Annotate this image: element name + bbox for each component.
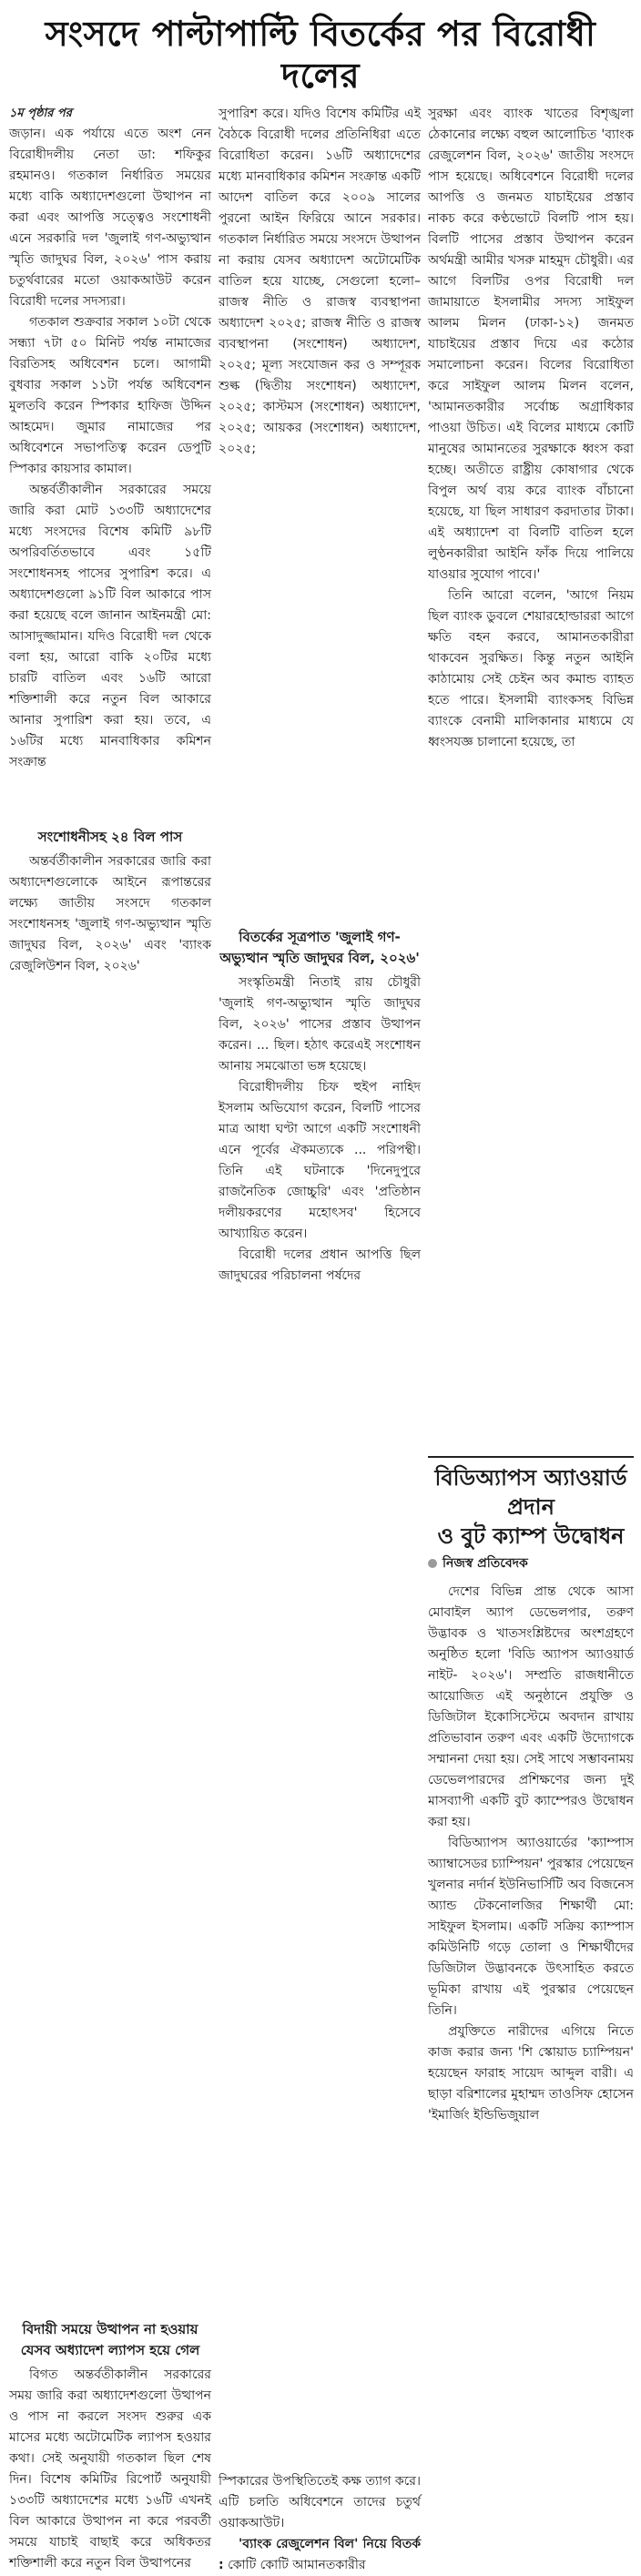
- paragraph: অন্তর্বর্তীকালীন সরকারের জারি করা অধ্যাদেশগুলোকে আইনে রূপান্তরের লক্ষ্যে জাতীয় সংসদে গতকাল সংশোধনসহ 'জুলাই গণ-অভ্যুত্থান স্মৃতি জাদুঘর বিল, ২০২৬' এবং 'ব্যাংক রেজুলিউশন বিল, ২০২৬': [9, 854, 211, 973]
- subheading: সংশোধনীসহ ২৪ বিল পাস: [37, 829, 183, 845]
- subheading: বিদায়ী সময়ে উত্থাপন না হওয়ায় যেসব অধ্যাদেশ ল্যাপস হয়ে গেল: [20, 2321, 200, 2358]
- column-2-section-2: [219, 927, 421, 2471]
- column-1-section-1: [9, 104, 211, 823]
- column-2-section-1: [219, 104, 421, 923]
- subheading: বিতর্কের সূত্রপাত 'জুলাই গণ-অভ্যুত্থান স্মৃতি জাদুঘর বিল, ২০২৬': [219, 929, 420, 966]
- paragraph: স্পিকারের উপস্থিতিতেই কক্ষ ত্যাগ করে। এটি চলতি অধিবেশনে তাদের চতুর্থ ওয়াকআউট।: [219, 2474, 421, 2530]
- column-2-section-3: [219, 2471, 421, 2576]
- column-3: [428, 104, 634, 2126]
- column-1-section-3: [9, 2319, 211, 2574]
- paragraph: সুপারিশ করে। যদিও বিশেষ কমিটির এই বৈঠকে বিরোধী দলের প্রতিনিধিরা এতে বিরোধিতা করেন। ১৬টি অধ্যাদেশের মধ্যে মানবাধিকার কমিশন সংক্রান্ত একটি আদেশ বাতিল করে ২০০৯ সালের পুরনো আইন ফিরিয়ে আনে সরকার। গতকাল নির্ধারিত সময়ে সংসদে উত্থাপন না করায় যেসব অধ্যাদেশ অটোমেটিক বাতিল হয়ে যাচ্ছে, সেগুলো হলো– রাজস্ব নীতি ও রাজস্ব ব্যবস্থাপনা অধ্যাদেশ ২০২৫; রাজস্ব নীতি ও রাজস্ব ব্যবস্থাপনা (সংশোধন) অধ্যাদেশ, ২০২৫; মূল্য সংযোজন কর ও সম্পূরক শুল্ক (দ্বিতীয় সংশোধন) অধ্যাদেশ, ২০২৫; কাস্টমস (সংশোধন) অধ্যাদেশ, ২০২৫; আয়কর (সংশোধন) অধ্যাদেশ, ২০২৫;: [219, 107, 421, 456]
- box-headline-line-1: বিডিঅ্যাপস অ্যাওয়ার্ড প্রদান: [434, 1465, 627, 1520]
- inline-subhead: 'ব্যাংক রেজুলেশন বিল' নিয়ে বিতর্ক :: [219, 2537, 421, 2572]
- paragraph: সুরক্ষা এবং ব্যাংক খাতের বিশৃঙ্খলা ঠেকানোর লক্ষ্যে বহুল আলোচিত 'ব্যাংক রেজুলেশন বিল, ২০২৬' জাতীয় সংসদে পাস হয়েছে। অধিবেশনে বিরোধী দলের আপত্তি ও জনমত যাচাইয়ের প্রস্তাব নাকচ করে কণ্ঠভোটে বিলটি পাস হয়। বিলটি পাসের প্রস্তাব উত্থাপন করেন অর্থমন্ত্রী আমীর খসরু মাহমুদ চৌধুরী। এর আগে বিলটির ওপর বিরোধী দল জামায়াতে ইসলামীর সদস্য সাইফুল আলম মিলন (ঢাকা-১২) জনমত যাচাইয়ের প্রস্তাব দিয়ে এর কঠোর সমালোচনা করেন। বিলের বিরোধিতা করে সাইফুল আলম মিলন বলেন, 'আমানতকারীর সর্বোচ্চ অগ্রাধিকার পাওয়া উচিত। এই বিলের মাধ্যমে কোটি মানুষের আমানতের সুরক্ষাকে ধ্বংস করা হচ্ছে। অতীতে রাষ্ট্রীয় কোষাগার থেকে বিপুল অর্থ ব্যয় করে ব্যাংক বাঁচানো হয়েছে, যা ছিল সাধারণ করদাতার টাকা। এই অধ্যাদেশ বা বিলটি বাতিল হলে লুণ্ঠনকারীরা আইনি ফাঁক দিয়ে পালিয়ে যাওয়ার সুযোগ পাবে।': [428, 107, 634, 582]
- paragraph: বিরোধীদলীয় চিফ হুইপ নাহিদ ইসলাম অভিযোগ করেন, বিলটি পাসের মাত্র আধা ঘণ্টা আগে একটি সংশোধনী এনে পূর্বের ঐকমত্যকে ... পরিপন্থী। তিনি এই ঘটনাকে 'দিনেদুপুরে রাজনৈতিক জোচ্চুরি' এবং 'প্রতিষ্ঠান দলীয়করণের মহোৎসব' হিসেবে আখ্যায়িত করেন।: [219, 1080, 421, 1241]
- byline: [428, 1551, 634, 1576]
- paragraph: [219, 2534, 421, 2576]
- paragraph: প্রযুক্তিতে নারীদের এগিয়ে নিতে কাজ করার জন্য 'শি স্কোয়াড চ্যাম্পিয়ন' হয়েছেন ফারাহ সায়েদ আব্দুল বারী। এ ছাড়া বরিশালের মুহাম্মদ তাওসিফ হোসেন 'ইমার্জিং ইন্ডিভিজুয়াল: [428, 2024, 634, 2123]
- paragraph: সংস্কৃতিমন্ত্রী নিতাই রায় চৌধুরী 'জুলাই গণ-অভ্যুত্থান স্মৃতি জাদুঘর বিল, ২০২৬' পাসের প্রস্তাব উত্থাপন করেন। ... ছিল। হঠাৎ করেএই সংশোধন আনায় সমঝোতা ভঙ্গ হয়েছে।: [219, 975, 421, 1074]
- box-headline-line-2: ও বুট ক্যাম্প উদ্বোধন: [437, 1523, 625, 1549]
- paragraph: তিনি আরো বলেন, 'আগে নিয়ম ছিল ব্যাংক ডুবলে শেয়ারহোল্ডাররা আগে ক্ষতি বহন করবে, আমানতকারীরা থাকবেন সুরক্ষিত। কিন্তু নতুন আইনি কাঠামোয় সেই চেইন অব কমান্ড ব্যাহত হতে পারে। ইসলামী ব্যাংকসহ বিভিন্ন ব্যাংকে বেনামী মালিকানার মাধ্যমে যে ধ্বংসযজ্ঞ চালানো হয়েছে, তা: [428, 588, 634, 749]
- column-3-section-1: [428, 104, 634, 1456]
- paragraph: বিরোধী দলের প্রধান আপত্তি ছিল জাদুঘরের পরিচালনা পর্ষদের: [219, 1247, 421, 1283]
- paragraph: বিডিঅ্যাপস অ্যাওয়ার্ডের 'ক্যাম্পাস অ্যাম্বাসেডর চ্যাম্পিয়ন' পুরস্কার পেয়েছেন খুলনার নর্দার্ন ইউনিভার্সিটি অব বিজনেস অ্যান্ড টেকনোলজির শিক্ষার্থী মো: সাইফুল ইসলাম। একটি সক্রিয় ক্যাম্পাস কমিউনিটি গড়ে তোলা ও শিক্ষার্থীদের ডিজিটাল উদ্ভাবনকে উৎসাহিত করতে ভূমিকা রাখায় এই পুরস্কার পেয়েছেন তিনি।: [428, 1836, 634, 2018]
- column-1: [9, 104, 211, 2574]
- paragraph: বিগত অন্তর্বতীকালীন সরকারের সময় জারি করা অধ্যাদেশগুলো উত্থাপন ও পাস না করলে সংসদ শুরুর এক মাসের মধ্যে অটোমেটিক ল্যাপস হওয়ার কথা। সেই অনুযায়ী গতকাল ছিল শেষ দিন। বিশেষ কমিটির রিপোর্ট অনুযায়ী ১৩৩টি অধ্যাদেশের মধ্যে ১৬টি এখনই বিল আকারে উত্থাপন না করে পরবর্তী সময়ে যাচাই বাছাই করে অধিকতর শক্তিশালী করে নতুন বিল উত্থাপনের: [9, 2367, 211, 2571]
- paragraph: জড়ান। এক পর্যায়ে এতে অংশ নেন বিরোধীদলীয় নেতা ডা: শফিকুর রহমানও। গতকাল নির্ধারিত সময়ের মধ্যে বাকি অধ্যাদেশগুলো উত্থাপন না করা এবং আপত্তি সত্ত্বেও সংশোধনী এনে সরকারি দল 'জুলাই গণ-অভ্যুত্থান স্মৃতি জাদুঘর বিল, ২০২৬' পাস করায় চতুর্থবারের মতো ওয়াকআউট করেন বিরোধী দলের সদস্যরা।: [9, 127, 211, 309]
- column-1-section-2: [9, 827, 211, 2316]
- paragraph: দেশের বিভিন্ন প্রান্ত থেকে আসা মোবাইল অ্যাপ ডেভেলপার, তরুণ উদ্ভাবক ও খাতসংশ্লিষ্টদের অংশগ্রহণে অনুষ্ঠিত হলো 'বিডি অ্যাপস অ্যাওয়ার্ড নাইট- ২০২৬'। সম্প্রতি রাজধানীতে আয়োজিত এই অনুষ্ঠানে প্রযুক্তি ও ডিজিটাল ইকোসিস্টেমে অবদান রাখায় প্রতিভাবান তরুণ এবং একটি উদ্যোগকে সম্মাননা দেয়া হয়। সেই সাথে সম্ভাবনাময় ডেভেলপারদের প্রশিক্ষণের জন্য দুই মাসব্যাপী একটি বুট ক্যাম্পেরও উদ্বোধন করা হয়।: [428, 1584, 634, 1829]
- paragraph-text: কোটি কোটি আমানতকারীর: [228, 2558, 366, 2572]
- article-columns: [0, 104, 641, 2576]
- bullet-dot-icon: [428, 1559, 437, 1568]
- column-2: [219, 104, 421, 2576]
- byline-text: নিজস্ব প্রতিবেদক: [443, 1556, 528, 1571]
- continued-from-kicker: ১ম পৃষ্ঠার পর: [9, 107, 72, 120]
- paragraph: অন্তর্বর্তীকালীন সরকারের সময়ে জারি করা মোট ১৩৩টি অধ্যাদেশের মধ্যে সংসদের বিশেষ কমিটি ৯৮টি অপরিবর্তিতভাবে এবং ১৫টি সংশোধনসহ পাসের সুপারিশ করে। এ অধ্যাদেশগুলো ৯১টি বিল আকারে পাস করা হয়েছে বলে জানান আইনমন্ত্রী মো: আসাদুজ্জামান। যদিও বিরোধী দল থেকে বলা হয়, আরো বাকি ২০টির মধ্যে চারটি বাতিল এবং ১৬টি আরো শক্তিশালী করে নতুন বিল আকারে আনার সুপারিশ করা হয়। তবে, এ ১৬টির মধ্যে মানবাধিকার কমিশন সংক্রান্ত: [9, 483, 211, 769]
- news-box-bdapps: [428, 1456, 634, 2126]
- headline: সংসদে পাল্টাপাল্টি বিতর্কের পর বিরোধী দলের: [45, 14, 596, 96]
- paragraph: গতকাল শুক্রবার সকাল ১০টা থেকে সন্ধ্যা ৭টা ৫০ মিনিট পর্যন্ত নামাজের বিরতিসহ অধিবেশন চলে। আগামী বুধবার সকাল ১১টা পর্যন্ত অধিবেশন মুলতবি করেন স্পিকার হাফিজ উদ্দিন আহমেদ। জুমার নামাজের পর অধিবেশনে সভাপতিত্ব করেন ডেপুটি স্পিকার কায়সার কামাল।: [9, 315, 211, 476]
- box-headline: [428, 1456, 634, 1551]
